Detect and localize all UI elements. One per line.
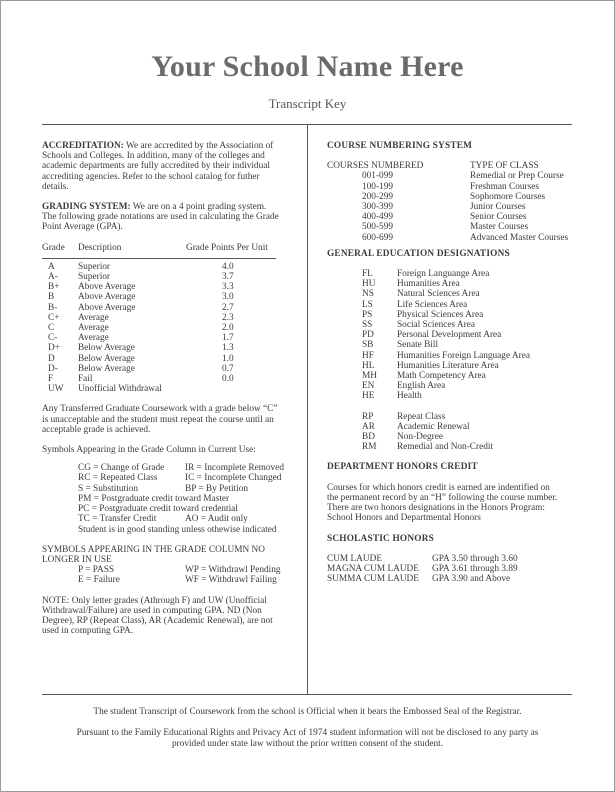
- designation-name: Repeat Class: [397, 411, 446, 422]
- course-row: [327, 222, 572, 232]
- symbol-entry: S = Substitution: [78, 483, 139, 494]
- course-range: 500-599: [362, 222, 393, 233]
- symbol-entry: RC = Repeated Class: [78, 473, 158, 484]
- other-designation-rows: [327, 412, 572, 453]
- symbol-entry: IR = Incomplete Removed: [185, 463, 284, 474]
- designation-name: Math Competency Area: [397, 371, 486, 382]
- designation-code: SB: [362, 340, 374, 351]
- transfer-line: acceptable grade is achieved.: [42, 424, 151, 435]
- symbol-entry: TC = Transfer Credit: [78, 514, 157, 525]
- grade-table-rule: [42, 253, 276, 259]
- grading-line: The following grade notations are used in calculating the Grade: [42, 212, 279, 223]
- designation-name: Personal Development Area: [397, 330, 502, 341]
- designation-rows: [327, 269, 572, 402]
- designation-name: English Area: [397, 381, 446, 392]
- accreditation-line: Schools and Colleges. In addition, many of the colleges and: [42, 151, 265, 162]
- symbols-old-list: [42, 565, 294, 585]
- symbol-row: [78, 463, 294, 473]
- footer-privacy-line: provided under state law without the prior written consent of the student.: [171, 739, 444, 749]
- honors-line: School Honors and Departmental Honors: [327, 513, 481, 524]
- symbol-row: [78, 575, 294, 585]
- school-name: Your School Name Here: [151, 50, 464, 83]
- designation-code: EN: [362, 381, 375, 392]
- grade-description: Average: [78, 312, 109, 323]
- designation-row: [327, 289, 572, 299]
- designation-row: [327, 269, 572, 279]
- grade-row: [42, 323, 294, 333]
- symbols-current-list: [42, 463, 294, 534]
- grading-line: Point Average (GPA).: [42, 222, 123, 233]
- symbols-old-title: LONGER IN USE: [42, 554, 112, 565]
- designation-name: Life Sciences Area: [397, 299, 468, 310]
- designation-row: [327, 422, 572, 432]
- course-table-header: [327, 161, 572, 171]
- grade-row: [42, 292, 294, 302]
- symbol-entry: CG = Change of Grade: [78, 463, 165, 474]
- designation-name: Health: [397, 391, 422, 402]
- grade-points: 2.3: [222, 312, 234, 323]
- grade-description: Above Average: [78, 302, 136, 313]
- designation-row: [327, 300, 572, 310]
- grade-letter: D+: [48, 343, 60, 354]
- grade-description: Unofficial Withdrawal: [78, 384, 162, 395]
- symbol-entry: IC = Incomplete Changed: [185, 473, 282, 484]
- course-type: Freshman Courses: [470, 181, 539, 192]
- grade-rows: [42, 262, 294, 395]
- accreditation-line: We are accredited by the Association of: [123, 141, 274, 151]
- grade-row: [42, 303, 294, 313]
- grade-row: [42, 282, 294, 292]
- symbol-entry: PM = Postgraduate credit toward Master: [78, 493, 230, 504]
- grade-points: 3.3: [222, 282, 234, 293]
- grade-row: [42, 313, 294, 323]
- grade-letter: D: [48, 353, 55, 364]
- gen-ed-title: GENERAL EDUCATION DESIGNATIONS: [327, 248, 510, 259]
- course-type-header: TYPE OF CLASS: [470, 161, 539, 172]
- designation-row: [327, 340, 572, 350]
- course-type: Sophomore Courses: [470, 191, 546, 202]
- scholastic-name: CUM LAUDE: [327, 553, 383, 564]
- page-subtitle: Transcript Key: [268, 96, 347, 111]
- designation-name: Humanities Area: [397, 279, 460, 290]
- course-range: 600-699: [362, 232, 393, 243]
- scholastic-row: [327, 574, 572, 584]
- designation-row: [327, 371, 572, 381]
- grade-description: Superior: [78, 272, 111, 283]
- designation-row: [327, 279, 572, 289]
- transfer-line: Any Transferred Graduate Coursework with a grade below “C”: [42, 404, 278, 415]
- symbol-entry: WP = Withdrawl Pending: [185, 565, 281, 576]
- designation-row: [327, 351, 572, 361]
- designation-name: Senate Bill: [397, 340, 439, 351]
- symbol-entry: E = Failure: [78, 575, 120, 586]
- grade-letter: B+: [48, 282, 60, 293]
- footer-official-note: The student Transcript of Coursework from the school is Official when it bears the Embossed Seal of the Registrar.: [93, 707, 522, 717]
- grade-row: [42, 333, 294, 343]
- designation-row: [327, 330, 572, 340]
- grading-section: [42, 202, 294, 233]
- designation-row: [327, 432, 572, 442]
- grade-letter: UW: [48, 384, 64, 395]
- grade-row: [42, 343, 294, 353]
- grade-description: Below Average: [78, 343, 135, 354]
- grade-letter: C: [48, 323, 55, 334]
- grade-description: Above Average: [78, 292, 136, 303]
- scholastic-gpa: GPA 3.50 through 3.60: [432, 553, 518, 564]
- designation-name: Humanities Literature Area: [397, 360, 499, 371]
- honors-line: Courses for which honors credit is earned are indentified on: [327, 482, 550, 493]
- course-range: 001-099: [362, 171, 393, 182]
- designation-code: AR: [362, 421, 375, 432]
- honors-title: DEPARTMENT HONORS CREDIT: [327, 462, 478, 473]
- grade-letter: D-: [48, 363, 58, 374]
- transfer-note: [42, 404, 294, 435]
- honors-line: the permanent record by an “H” following the course number.: [327, 492, 558, 503]
- grade-row: [42, 262, 294, 272]
- designation-code: HF: [362, 350, 374, 361]
- gpa-note: [42, 596, 294, 637]
- grade-row: [42, 384, 294, 394]
- grade-row: [42, 364, 294, 374]
- honors-line: There are two honors designations in the Honors Program:: [327, 503, 545, 514]
- grade-letter: C-: [48, 333, 58, 344]
- grade-description: Superior: [78, 261, 111, 272]
- designation-name: Foreign Languange Area: [397, 269, 490, 280]
- accreditation-section: [42, 141, 294, 192]
- symbol-entry: Student is in good standing unless othewise indicated: [78, 524, 277, 535]
- symbol-entry: P = PASS: [78, 565, 115, 576]
- grade-letter: C+: [48, 312, 60, 323]
- scholastic-row: [327, 554, 572, 564]
- grade-header: Grade: [42, 242, 65, 253]
- grade-description: Above Average: [78, 282, 136, 293]
- designation-row: [327, 391, 572, 401]
- symbol-row: [78, 514, 294, 524]
- scholastic-row: [327, 564, 572, 574]
- bottom-divider: [42, 694, 572, 695]
- course-type: Master Courses: [470, 222, 529, 233]
- grade-table: [42, 243, 294, 395]
- symbol-row: [78, 494, 294, 504]
- designation-row: [327, 381, 572, 391]
- note-line: NOTE: Only letter grades (Athrough F) and UW (Unofficial: [42, 595, 267, 606]
- symbol-row: [78, 504, 294, 514]
- designation-code: NS: [362, 289, 374, 300]
- designation-code: HL: [362, 360, 375, 371]
- column-divider: [307, 124, 308, 694]
- designation-code: MH: [362, 371, 377, 382]
- accreditation-line: details.: [42, 181, 69, 192]
- course-range: 100-199: [362, 181, 393, 192]
- note-line: used in computing GPA.: [42, 626, 134, 637]
- grade-points: 1.3: [222, 343, 234, 354]
- honors-text: [327, 483, 572, 524]
- designation-name: Physical Sciences Area: [397, 309, 484, 320]
- course-type: Senior Courses: [470, 212, 527, 223]
- grade-points: 0.0: [222, 374, 234, 385]
- accreditation-line: academic departments are fully accredited by their individual: [42, 161, 270, 172]
- description-header: Description: [78, 242, 122, 253]
- symbol-entry: BP = By Petition: [185, 483, 249, 494]
- designation-row: [327, 320, 572, 330]
- accreditation-title: ACCREDITATION:: [42, 141, 124, 151]
- transfer-line: is unacceptable and the student must repeat the course until an: [42, 414, 274, 425]
- scholastic-gpa: GPA 3.61 through 3.89: [432, 563, 518, 574]
- designation-name: Social Sciences Area: [397, 320, 475, 331]
- grade-points: 1.0: [222, 353, 234, 364]
- designation-code: FL: [362, 269, 373, 280]
- footer-privacy-line: Pursuant to the Family Educational Rights and Privacy Act of 1974 student information will not be disclosed to any party as: [76, 728, 539, 738]
- symbol-row: [78, 565, 294, 575]
- symbols-old-title: SYMBOLS APPEARING IN THE GRADE COLUMN NO: [42, 544, 265, 555]
- course-range: 300-399: [362, 202, 393, 213]
- grade-description: Below Average: [78, 353, 135, 364]
- designation-code: RP: [362, 411, 374, 422]
- course-row: [327, 182, 572, 192]
- grading-title: GRADING SYSTEM:: [42, 202, 131, 213]
- symbol-row: [78, 525, 294, 535]
- grade-points: 4.0: [222, 261, 234, 272]
- grade-points: 1.7: [222, 333, 234, 344]
- scholastic-gpa: GPA 3.90 and Above: [432, 574, 511, 585]
- grade-points: 0.7: [222, 363, 234, 374]
- symbol-entry: AO = Audit only: [185, 514, 248, 525]
- scholastic-title: SCHOLASTIC HONORS: [327, 533, 434, 544]
- grade-letter: F: [48, 374, 54, 385]
- designation-row: [327, 442, 572, 452]
- designation-name: Non-Degree: [397, 432, 443, 443]
- points-header: Grade Points Per Unit: [186, 242, 268, 253]
- course-row: [327, 212, 572, 222]
- grade-points: 2.0: [222, 323, 234, 334]
- symbol-row: [78, 473, 294, 483]
- grade-letter: A-: [48, 272, 58, 283]
- note-line: Withdrawal/Failure) are used in computing GPA. ND (Non: [42, 605, 262, 616]
- designation-row: [327, 412, 572, 422]
- course-type: Remedial or Prep Course: [470, 171, 564, 182]
- symbol-row: [78, 484, 294, 494]
- designation-code: BD: [362, 432, 375, 443]
- course-type: Advanced Master Courses: [470, 232, 569, 243]
- designation-code: PS: [362, 309, 373, 320]
- grade-points: 2.7: [222, 302, 234, 313]
- course-numbering-title: COURSE NUMBERING SYSTEM: [327, 141, 473, 151]
- grade-letter: B: [48, 292, 55, 303]
- designation-code: RM: [362, 442, 377, 453]
- grade-letter: A: [48, 261, 55, 272]
- course-numbers-header: COURSES NUMBERED: [327, 161, 424, 172]
- grading-line: We are on a 4 point grading system.: [130, 202, 267, 213]
- symbol-entry: WF = Withdrawl Failing: [185, 575, 277, 586]
- grade-row: [42, 272, 294, 282]
- grade-points: 3.7: [222, 272, 234, 283]
- scholastic-rows: [327, 554, 572, 585]
- grade-letter: B-: [48, 302, 58, 313]
- designation-name: Humanities Foreign Language Area: [397, 350, 530, 361]
- accreditation-line: accrediting agencies. Refer to the school catalog for futher: [42, 171, 260, 182]
- designation-name: Remedial and Non-Credit: [397, 442, 494, 453]
- grade-description: Average: [78, 323, 109, 334]
- note-line: Degree), RP (Repeat Class), AR (Academic Renewal), are not: [42, 615, 273, 626]
- course-range: 400-499: [362, 212, 393, 223]
- grade-table-header: [42, 243, 294, 253]
- designation-row: [327, 310, 572, 320]
- designation-row: [327, 361, 572, 371]
- designation-name: Natural Sciences Area: [397, 289, 480, 300]
- left-column: [42, 141, 294, 636]
- grade-row: [42, 354, 294, 364]
- course-row: [327, 171, 572, 181]
- designation-code: SS: [362, 320, 373, 331]
- scholastic-name: MAGNA CUM LAUDE: [327, 563, 419, 574]
- course-rows: [327, 171, 572, 242]
- grade-description: Average: [78, 333, 109, 344]
- course-range: 200-299: [362, 191, 393, 202]
- scholastic-name: SUMMA CUM LAUDE: [327, 574, 419, 585]
- grade-description: Fail: [78, 374, 93, 385]
- designation-code: HE: [362, 391, 375, 402]
- symbols-current-title: Symbols Appearing in the Grade Column in Current Use:: [42, 445, 256, 456]
- course-type: Junior Courses: [470, 202, 526, 213]
- grade-row: [42, 374, 294, 384]
- course-row: [327, 192, 572, 202]
- symbol-entry: PC = Postgraduate credit toward credential: [78, 504, 238, 515]
- designation-code: PD: [362, 330, 374, 341]
- course-row: [327, 202, 572, 212]
- right-column: [327, 141, 572, 584]
- designation-code: HU: [362, 279, 376, 290]
- designation-code: LS: [362, 299, 373, 310]
- grade-points: 3.0: [222, 292, 234, 303]
- course-row: [327, 233, 572, 243]
- designation-name: Academic Renewal: [397, 421, 470, 432]
- grade-description: Below Average: [78, 363, 135, 374]
